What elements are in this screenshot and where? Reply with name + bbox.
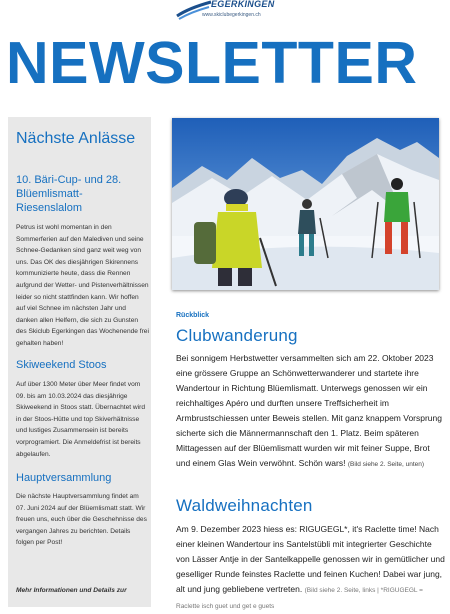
event-heading-skiweekend: Skiweekend Stoos [16, 359, 107, 371]
event-heading-hauptversammlung: Hauptversammlung [16, 472, 112, 484]
article-text-waldweihnachten: Am 9. Dezember 2023 hiess es: RIGUGEGL*, it's Raclette time! Nach einer kleinen Wandertour ins Santelstübli mit integrierter Geschichte von Lässer Antje in der Santelkappelle genossen wir in gemütlicher und geselliger Runde feinstes Raclette und feinen Kuchen! Dabei war jung, alt und jung gebliebene vertreten. (Bild siehe 2. Seite, links | *RIGUGEGL = Raclette isch guet und get e guets [176, 524, 445, 610]
article-heading-clubwanderung: Clubwanderung [176, 326, 298, 345]
article-heading-waldweihnachten: Waldweihnachten [176, 496, 313, 515]
upcoming-events-sidebar [8, 117, 151, 607]
article-text-clubwanderung: Bei sonnigem Herbstwetter versammelten sich am 22. Oktober 2023 eine grössere Gruppe an Schönwetterwanderer und startete ihre Wandertour in Richtung Blüemlismatt. Unterwegs genossen wir ein reichhaltiges Apéro und durften unsere Treffsicherheit im Armbrustschiessen unter Beweis stellen. Mit ganz knappem Vorsprung sicherte sich die Männermannschaft den 1. Platz. Beim späteren Mittagessen auf der Blüemlismatt wurden wir mit feiner Suppe, Brot und einem Glas Wein verwöhnt. Schön wars! (Bild siehe 2. Seite, unten) [176, 353, 442, 468]
logo-url[interactable]: www.skiclubegerkingen.ch [202, 12, 261, 18]
sidebar-title: Nächste Anlässe [16, 130, 136, 147]
event-text-hauptversammlung: Die nächste Hauptversammlung findet am 07. Juni 2024 auf der Blüemlismatt statt. Wir freuen uns, euch über die Geschehnisse des vergangen Jahres zu berichten. Details folgen per Post! [16, 493, 147, 547]
image-reference-note-2: (Bild siehe 2. Seite, links | *RIGUGEGL = Raclette isch guet und get e guets [176, 587, 423, 610]
more-info-note: Mehr Informationen und Details zur [16, 587, 127, 594]
image-reference-note: (Bild siehe 2. Seite, unten) [347, 461, 425, 468]
event-text-riesenslalom: Petrus ist wohl momentan in den Sommerferien auf den Malediven und seine Schnee-Gedanken sind ganz weit weg von uns. Das OK des diesjährigen Skirennens kommunizierte heute, dass die Rennen aufgrund der Wetter- und Pistenverhältnissen leider so nicht stattfinden kann. Wir hoffen auf viel Schnee im nächsten Jahr und danken allen Helfern, die sich zu Gunsten des Skiclub Egerkingen das Wochenende frei gehalten haben! [16, 224, 149, 347]
newsletter-title: NEWSLETTER [6, 30, 418, 96]
event-heading-riesenslalom: 10. Bäri-Cup- und 28. Blüemlismatt-Riesenslalom [16, 174, 122, 214]
article-overline: Rückblick [176, 312, 210, 319]
ski-tour-photo [172, 118, 439, 290]
logo-name: EGERKINGEN [211, 0, 275, 9]
event-text-skiweekend: Auf über 1300 Meter über Meer findet vom 09. bis am 10.03.2024 das diesjährige Skiweekend in Stoos statt. Übernachtet wird in der Stoos-Hütte und top Skiverhältnisse und lustiges Zusammensein ist bereits vorprogramiert. Die Anmeldefrist ist bereits abgelaufen. [16, 381, 146, 458]
club-logo [175, 0, 275, 22]
